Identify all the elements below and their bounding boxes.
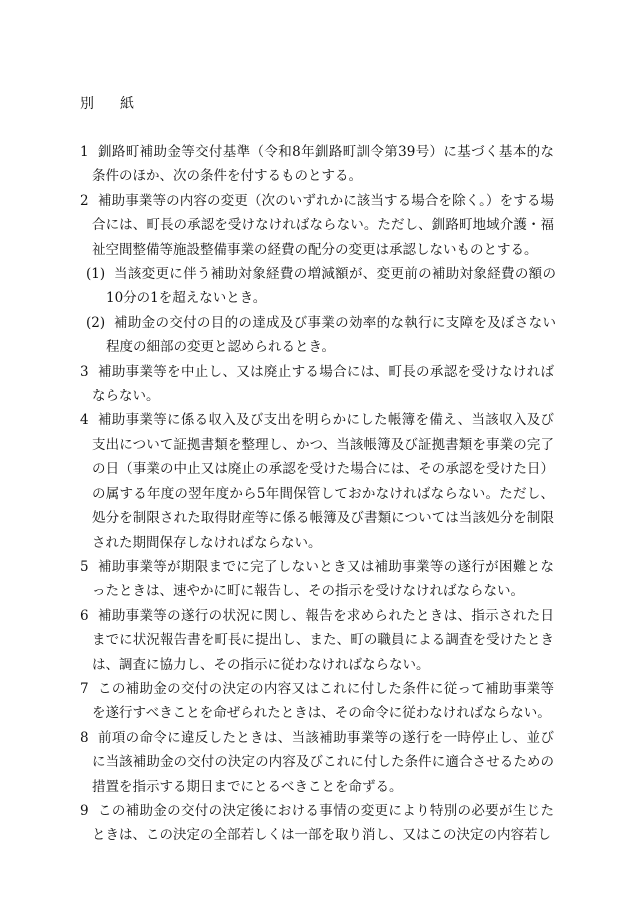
item-number: 5 xyxy=(80,558,89,575)
condition-subitem-2 xyxy=(86,311,556,360)
condition-item-8 xyxy=(80,726,554,799)
conditions-list xyxy=(0,140,630,848)
condition-item-2 xyxy=(80,189,554,262)
item-text: 補助事業等を中止し、又は廃止する場合には、町長の承認を受けなければならない。 xyxy=(92,363,554,405)
subitem-number: (2) xyxy=(86,314,106,331)
item-text: この補助金の交付の決定後における事情の変更により特別の必要が生じたときは、この決定の全部若しくは一部を取り消し、又はこの決定の内容若し xyxy=(92,802,554,844)
subitem-number: (1) xyxy=(86,266,106,283)
item-number: 2 xyxy=(80,192,89,209)
subitem-text: 当該変更に伴う補助対象経費の増減額が、変更前の補助対象経費の額の10分の1を超えないとき。 xyxy=(106,266,556,307)
item-text: この補助金の交付の決定の内容又はこれに付した条件に従って補助事業等を遂行すべきことを命ぜられたときは、その命令に従わなければならない。 xyxy=(92,680,554,722)
item-number: 6 xyxy=(80,607,89,624)
item-number: 1 xyxy=(80,144,89,160)
condition-item-3 xyxy=(80,360,554,409)
item-number: 4 xyxy=(80,412,89,429)
condition-item-7 xyxy=(80,677,554,726)
item-text: 釧路町補助金等交付基準（令和8年釧路町訓令第39号）に基づく基本的な条件のほか、次の条件を付するものとする。 xyxy=(92,144,554,185)
item-text: 補助事業等の内容の変更（次のいずれかに該当する場合を除く。）をする場合には、町長の承認を受けなければならない。ただし、釧路町地域介護・福祉空間整備等施設整備事業の経費の配分の変更は承認しないものとする。 xyxy=(92,192,554,258)
item-number: 9 xyxy=(80,802,89,819)
condition-item-1 xyxy=(80,140,554,189)
condition-item-6 xyxy=(80,604,554,677)
item-text: 補助事業等に係る収入及び支出を明らかにした帳簿を備え、当該収入及び支出について証拠書類を整理し、かつ、当該帳簿及び証拠書類を事業の完了の日（事業の中止又は廃止の承認を受けた場合には、その承認を受けた日）の属する年度の翌年度から5年間保管しておかなければならない。ただし、処分を制限された取得財産等に係る帳簿及び書類については当該処分を制限された期間保存しなければならない。 xyxy=(92,412,554,551)
subitem-text: 補助金の交付の目的の達成及び事業の効率的な執行に支障を及ぼさない程度の細部の変更と認められるとき。 xyxy=(106,314,556,356)
condition-item-9 xyxy=(80,799,554,848)
item-number: 7 xyxy=(80,680,89,697)
item-number: 3 xyxy=(80,363,89,380)
item-text: 補助事業等が期限までに完了しないとき又は補助事業等の遂行が困難となったときは、速やかに町に報告し、その指示を受けなければならない。 xyxy=(92,558,554,600)
item-number: 8 xyxy=(80,729,89,746)
item-text: 前項の命令に違反したときは、当該補助事業等の遂行を一時停止し、並びに当該補助金の交付の決定の内容及びこれに付した条件に適合させるための措置を指示する期日までにとるべきことを命ずる。 xyxy=(92,729,554,795)
condition-item-4 xyxy=(80,408,554,554)
item-text: 補助事業等の遂行の状況に関し、報告を求められたときは、指示された日までに状況報告書を町長に提出し、また、町の職員による調査を受けたときは、調査に協力し、その指示に従わなければならない。 xyxy=(92,607,554,673)
document-heading: 別 紙 xyxy=(80,96,140,112)
condition-item-5 xyxy=(80,555,554,604)
condition-subitem-1 xyxy=(86,262,556,311)
